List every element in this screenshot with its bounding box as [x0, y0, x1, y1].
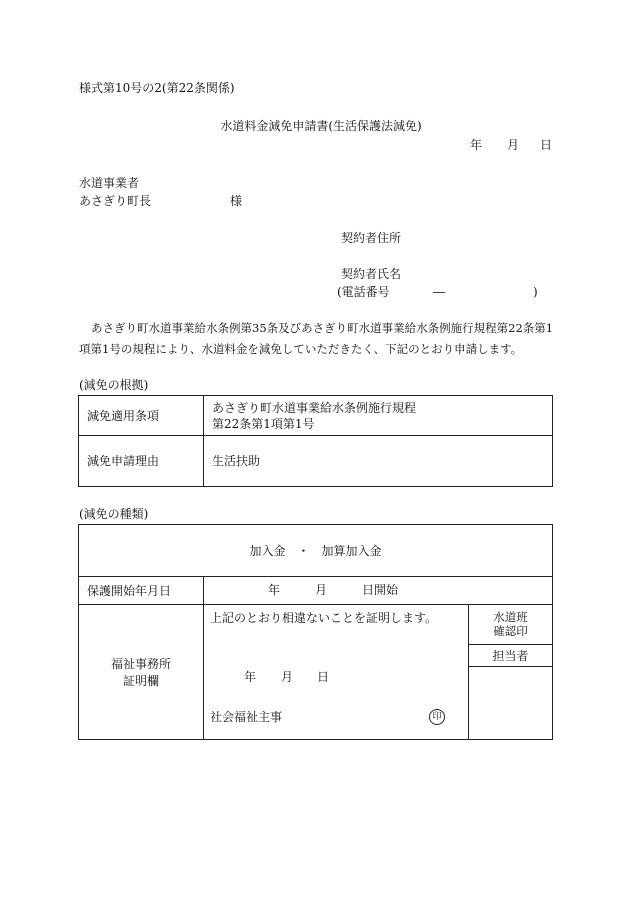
- basis-table: [78, 395, 553, 487]
- water-check-line2: 確認印: [493, 624, 528, 639]
- start-year: 年: [268, 582, 281, 597]
- seal-icon: 印: [429, 709, 445, 725]
- type-table: [78, 524, 553, 740]
- basis-label-clause: 減免適用条項: [79, 396, 204, 436]
- table-row: [79, 525, 553, 577]
- contractor-address-label: 契約者住所: [341, 231, 402, 245]
- water-check-seal-label: [469, 605, 553, 645]
- water-check-line1: 水道班: [493, 609, 528, 624]
- basis-heading: (減免の根拠): [79, 378, 149, 392]
- addressee-name: あさぎり町長: [79, 194, 152, 208]
- cert-statement: 上記のとおり相違ないことを証明します。: [210, 611, 438, 625]
- protection-start-value: [204, 577, 553, 605]
- basis-value-clause-line2: 第22条第1項第1号: [212, 416, 315, 431]
- type-heading: (減免の種類): [79, 507, 149, 521]
- cert-year: 年: [244, 670, 257, 684]
- phone-number-open: (電話番号: [337, 285, 390, 299]
- cert-month: 月: [281, 670, 294, 684]
- staff-label: 担当者: [469, 645, 553, 667]
- basis-value-reason: 生活扶助: [204, 436, 553, 487]
- date-day: 日: [540, 138, 553, 152]
- addressee-honorific: 様: [230, 194, 243, 208]
- contractor-name-label: 契約者氏名: [341, 267, 402, 281]
- basis-label-reason: 減免申請理由: [79, 436, 204, 487]
- phone-number-dash: ―: [433, 285, 445, 299]
- phone-number-close: ): [533, 285, 538, 299]
- basis-value-clause-line1: あさぎり町水道事業給水条例施行規程: [212, 400, 417, 415]
- table-row: [79, 396, 553, 436]
- cert-label-line2: 証明欄: [122, 673, 159, 688]
- welfare-office-cert-label: [79, 605, 204, 740]
- date-year: 年: [470, 138, 483, 152]
- cert-day: 日: [317, 670, 330, 684]
- protection-start-label: 保護開始年月日: [79, 577, 204, 605]
- table-row: [79, 436, 553, 487]
- welfare-office-cert-area: [204, 605, 469, 740]
- staff-seal-box: [469, 667, 553, 740]
- date-month: 月: [507, 138, 520, 152]
- reduction-type: 加入金 ・ 加算加入金: [79, 525, 553, 577]
- table-row: [79, 605, 553, 645]
- start-month: 月: [315, 582, 328, 597]
- start-day: 日開始: [362, 582, 399, 597]
- cert-signer: 社会福祉主事: [210, 710, 283, 724]
- document-title: 水道料金減免申請書(生活保護法減免): [220, 119, 422, 133]
- form-number: 様式第10号の2(第22条関係): [79, 81, 235, 95]
- request-paragraph: あさぎり町水道事業給水条例第35条及びあさぎり町水道事業給水条例施行規程第22条第1項第1号の規程により、水道料金を減免していただきたく、下記のとおり申請します。: [79, 321, 554, 356]
- table-row: [79, 577, 553, 605]
- addressee-org: 水道事業者: [79, 176, 140, 190]
- cert-label-line1: 福祉事務所: [110, 656, 171, 671]
- basis-value-clause: [204, 396, 553, 436]
